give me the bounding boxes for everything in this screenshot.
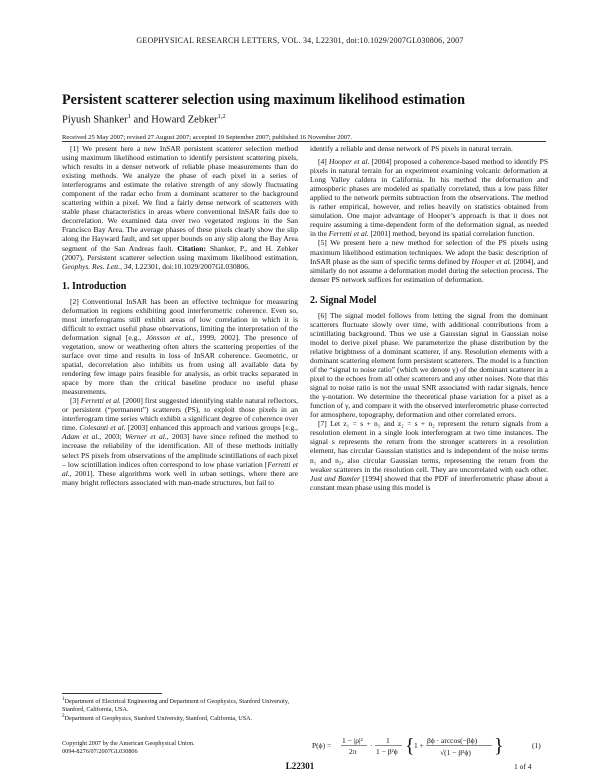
received-dates: Received 25 May 2007; revised 27 August 2007; accepted 19 September 2007; published 16 November 2007. <box>62 134 353 141</box>
equation-frac2-den: 1 − β²ϕ <box>376 747 398 756</box>
copyright-block <box>62 740 298 755</box>
footnote-2 <box>62 713 298 723</box>
paragraph-text: , 2003] have since refined the method to increase the reliability of the identification. All of these methods initially select PS pixels from observations of the amplitude scintillations of each pixel – low scintillation indices often correspond to low phase variation [ <box>62 432 298 469</box>
intro-paragraph-4 <box>310 157 548 238</box>
affiliation-marker: 1 <box>127 113 131 120</box>
paragraph-number: [7] <box>318 419 327 429</box>
footnotes <box>62 696 298 723</box>
footnote-marker: 1 <box>62 696 65 702</box>
paragraph-number: [3] <box>70 396 79 406</box>
equation-lhs: P(ϕ) = <box>312 741 332 750</box>
author-separator: and <box>130 114 152 126</box>
footnote-1 <box>62 696 298 713</box>
equation-frac3-num: βϕ · arccos(−βϕ) <box>427 736 478 745</box>
paragraph-number: [2] <box>70 296 79 306</box>
reference-cite: Werner et al. <box>125 432 167 442</box>
equation-number: (1) <box>532 741 541 750</box>
paragraph-number: [5] <box>318 238 327 248</box>
affiliation-marker: 1,2 <box>217 113 226 120</box>
section-heading-signal-model: 2. Signal Model <box>310 294 377 306</box>
paragraph-text: Let z₁ = s + n₁ and z₂ = s + n₂ represent the return signals from a resolution element in a single look interferogram at two time instances. The signal s represents the return from the stronger scatterers in a resolution element, has circular Gaussian statistics and is independent of the noise terms n₁ and n₂, also circular Gaussian terms, representing the return from the weaker scatterers in the resolution cell. They are uncorrelated with each other. <box>310 419 549 474</box>
paragraph-number: [6] <box>318 310 327 320</box>
footnote-divider <box>62 693 162 694</box>
page-number: 1 of 4 <box>514 762 532 771</box>
paragraph-text: [2004] proposed a coherence-based method to identify PS pixels in natural terrain for an experiment examining volcanic deformation at Long Valley caldera in California. In his method the deformation and atmospheric phases are modeled as spatially correlated, thus a low pass filter applied to the network permits subtraction from the observations. The method is rather empirical, however, and relies heavily on statistics obtained from simulation. One major advantage of Hooper’s approach is that it does not require assuming a time-dependent form of the deformation signal, as needed in the <box>310 157 548 239</box>
equation-frac1-num: 1 − |ρ|² <box>342 736 363 745</box>
intro-paragraph-5 <box>310 238 548 283</box>
equation-1 <box>310 732 548 760</box>
signal-paragraph-6 <box>310 311 548 420</box>
abstract-text: We present here a new InSAR persistent scatterer selection method using maximum likelihood estimation to identify persistent scattering pixels, which results in a denser network of reliable phase measurements than do existing methods. We analyze the phase of each pixel in a series of interferograms and estimate the relative strength of any slowly fluctuating component of the radar echo from a dominant scatterer to the background scattering within a pixel. We find a fairly dense network of scatterers with stable phase characteristics in areas where conventional InSAR fails due to decorrelation. We examined data over two vegetated regions in the San Francisco Bay Area. The average phases of these pixels clearly show the slip along the Hayward fault, and set upper bounds on any slip along the Bay Area segment of the San Andreas fault. <box>62 144 298 253</box>
equation-frac1-den: 2π <box>349 747 357 756</box>
citation-text: Shanker, P., and H. Zebker (2007), Persistent scatterer selection using maximum likelihood estimation, <box>62 243 298 262</box>
equation-frac3-den: √(1 − β²ϕ) <box>440 748 471 757</box>
author-name: Howard Zebker <box>151 114 218 126</box>
footnote-text: Department of Geophysics, Stanford University, Stanford, California, USA. <box>64 715 253 723</box>
citation-journal: Geophys. Res. Lett., 34, <box>62 261 134 271</box>
reference-cite: Ferretti et al. <box>328 229 369 239</box>
reference-cite: Just and Bamler <box>310 473 360 483</box>
citation-tail: L22301, doi:10.1029/2007GL030806. <box>135 261 250 271</box>
reference-cite: Ferretti et al. <box>62 459 299 478</box>
paragraph-text: , 2001]. These algorithms work well in urban settings, where there are many bright reflectors associated with man-made structures, but fail to <box>62 468 298 487</box>
paragraph-number: [4] <box>318 157 327 167</box>
brace-left: { <box>405 735 415 757</box>
paragraph-text: Conventional InSAR has been an effective technique for measuring deformation in regions exhibiting good interferometric coherence. Even so, most interferograms still exhibit areas of low correlation in which it is difficult to extract useful phase observations, limiting the interpretation of the deformation signal [e.g., <box>62 296 299 342</box>
reference-cite: Ferretti et al. <box>80 396 121 406</box>
brace-right: } <box>494 735 504 757</box>
right-column <box>310 144 548 492</box>
paragraph-text: [1994] showed that the PDF of interferometric phase about a constant mean phase using this model is <box>310 473 548 492</box>
reference-cite: Colesanti et al. <box>79 423 126 433</box>
equation-one: 1 + <box>414 741 424 750</box>
paper-title: Persistent scatterer selection using maximum likelihood estimation <box>62 92 465 108</box>
equation-dot: · <box>370 741 373 750</box>
paragraph-text: We present here a new method for selection of the PS pixels using maximum likelihood estimation techniques. We adopt the basic description of InSAR phase as the sum of specific terms defined by <box>310 238 548 266</box>
copyright-line: Copyright 2007 by the American Geophysical Union. <box>62 740 195 747</box>
title-divider <box>62 141 546 142</box>
continued-paragraph: identify a reliable and dense network of PS pixels in natural terrain. <box>310 144 513 153</box>
paragraph-text: [2003] enhanced this approach and various groups [e.g., <box>125 423 299 433</box>
intro-paragraph-3 <box>62 396 298 486</box>
section-heading-introduction: 1. Introduction <box>62 280 127 292</box>
equation-frac2-num: 1 <box>386 736 390 745</box>
reference-cite: Hooper et al. <box>471 256 512 266</box>
reference-cite: Jónsson et al. <box>145 332 193 342</box>
abstract-paragraph <box>62 144 298 271</box>
author-list <box>62 113 226 126</box>
paragraph-text: [2004], and similarly do not assume a deformation model during the selection process. The denser PS network suffices for estimation of deformation. <box>310 256 549 284</box>
paragraph-text: , 2003; <box>99 432 122 442</box>
paragraph-number: [1] <box>70 144 79 153</box>
left-column <box>62 144 298 487</box>
paragraph-text: The signal model follows from letting the signal from the dominant scatterers fluctuate slowly over time, with additional contributions from a scintillating background. Thus we use a Gaussian signal in Gaussian noise model to derive pixel phase. We parameterize the phase distribution by the relative brightness of a dominant scatterer, if any. Resolution elements with a dominant scattering element form persistent scatterers. The model is a function of the “signal to noise ratio” (which we denote γ) of the dominant scatterer in a pixel to the echoes from all other scatterers and any other noises. Note that this signal to noise ratio is not the usual SNR associated with radar signals, hence the γ-notation. We determine the theoretical phase variation for a pixel as a function of γ, and compare it with the observed interferometric phase corrected for atmosphere, topography, deformation and other correlated errors. <box>310 310 548 420</box>
paragraph-text: [2000] first suggested identifying stable natural reflectors, or persistent (“permanent”) scatterers (PS), to exploit those pixels in an interferogram time series which exhibit a significant degree of coherence over time. <box>62 396 298 433</box>
paragraph-text: [2001] method, beyond its spatial correlation function. <box>368 229 535 239</box>
author-name: Piyush Shanker <box>62 114 128 126</box>
reference-cite: Adam et al. <box>62 432 100 442</box>
issn-line: 0094-8276/07/2007GL030806 <box>62 747 138 755</box>
footnote-marker: 2 <box>62 713 65 720</box>
citation-label: Citation: <box>177 243 206 253</box>
article-id: L22301 <box>285 761 315 771</box>
signal-paragraph-7 <box>310 419 548 491</box>
reference-cite: Hooper et al. <box>328 157 370 167</box>
intro-paragraph-2 <box>62 297 298 397</box>
journal-header: GEOPHYSICAL RESEARCH LETTERS, VOL. 34, L22301, doi:10.1029/2007GL030806, 2007 <box>136 36 464 45</box>
paragraph-text: , 1999, 2002]. The presence of vegetation, snow or weathering often alters the scattering properties of the surface over time and results in loss of InSAR coherence. Geometric, or spatial, decorrelation also inhibits us from using all available data by rendering few image pairs feasible for analysis, as orbit tracks separated in space by more than the critical baseline produce no useful phase measurements. <box>62 332 299 397</box>
footnote-text: Department of Electrical Engineering and Department of Geophysics, Stanford University, Stanford, California, USA. <box>62 698 290 713</box>
